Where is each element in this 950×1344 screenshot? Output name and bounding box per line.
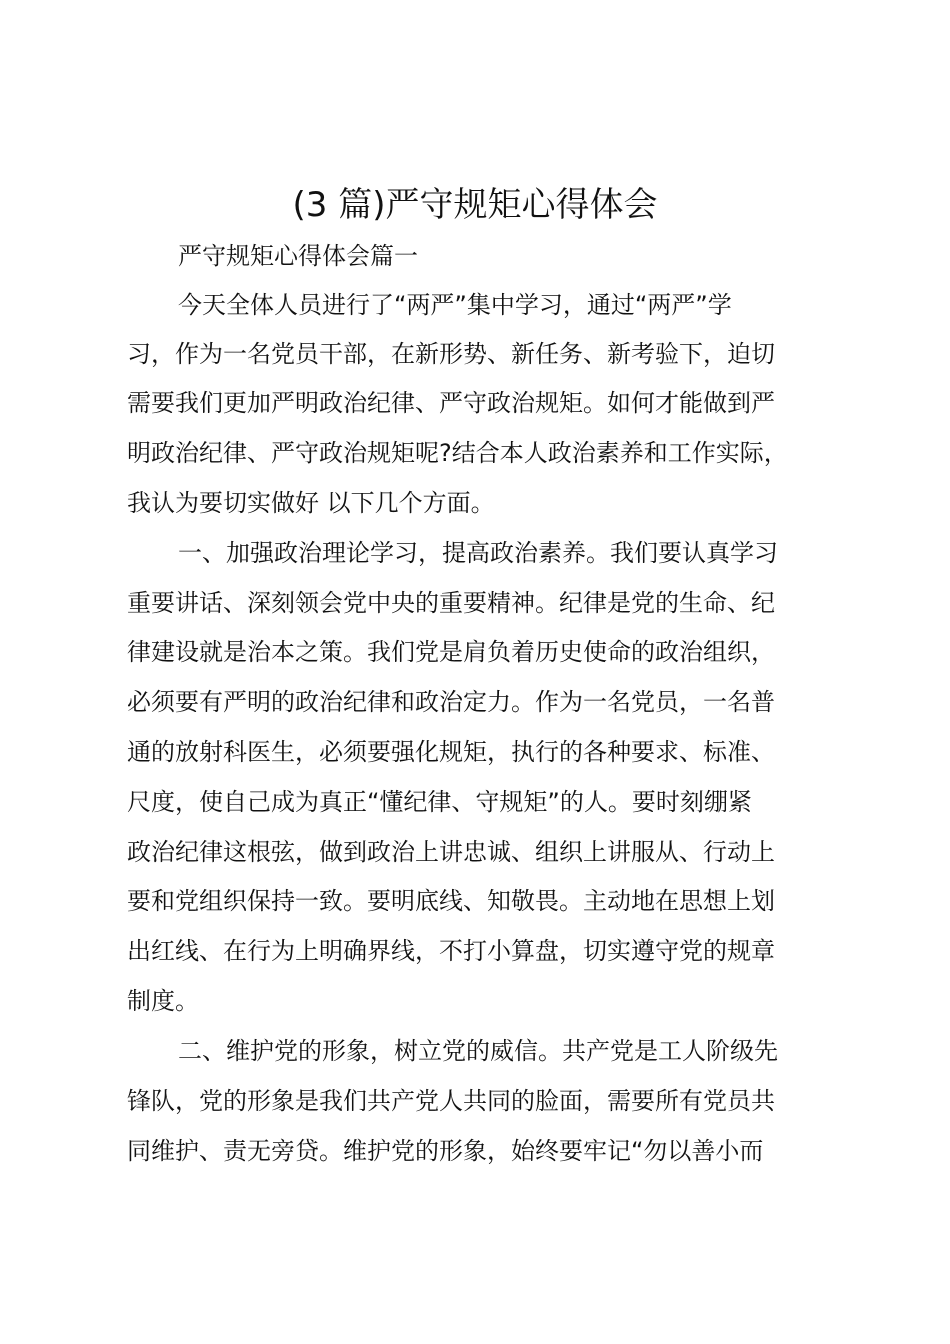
body-line: 出红线、在行为上明确界线，不打小算盘，切实遵守党的规章 [127,937,775,965]
body-line: 一、加强政治理论学习，提高政治素养。我们要认真学习 [178,539,778,567]
body-line: 律建设就是治本之策。我们党是肩负着历史使命的政治组织， [127,638,775,666]
body-line: 要和党组织保持一致。要明底线、知敬畏。主动地在思想上划 [127,887,775,915]
body-line: 同维护、责无旁贷。维护党的形象，始终要牢记“勿以善小而 [127,1137,764,1165]
body-line: 尺度，使自己成为真正“懂纪律、守规矩”的人。要时刻绷紧 [127,788,752,816]
body-line: 明政治纪律、严守政治规矩呢?结合本人政治素养和工作实际， [127,439,788,467]
body-line: 习，作为一名党员干部，在新形势、新任务、新考验下，迫切 [127,340,775,368]
body-line: 二、维护党的形象，树立党的威信。共产党是工人阶级先 [178,1037,778,1065]
section-heading: 严守规矩心得体会篇一 [178,242,418,270]
body-line: 通的放射科医生，必须要强化规矩，执行的各种要求、标准、 [127,738,775,766]
body-line: 锋队，党的形象是我们共产党人共同的脸面，需要所有党员共 [127,1087,775,1115]
body-line: 政治纪律这根弦，做到政治上讲忠诚、组织上讲服从、行动上 [127,838,775,866]
body-line: 今天全体人员进行了“两严”集中学习，通过“两严”学 [178,291,732,319]
body-line: 必须要有严明的政治纪律和政治定力。作为一名党员，一名普 [127,688,775,716]
body-line: 制度。 [127,987,199,1015]
body-line: 我认为要切实做好 以下几个方面。 [127,489,495,517]
document-title: (3 篇)严守规矩心得体会 [292,185,658,225]
body-line: 需要我们更加严明政治纪律、严守政治规矩。如何才能做到严 [127,389,775,417]
body-line: 重要讲话、深刻领会党中央的重要精神。纪律是党的生命、纪 [127,589,775,617]
